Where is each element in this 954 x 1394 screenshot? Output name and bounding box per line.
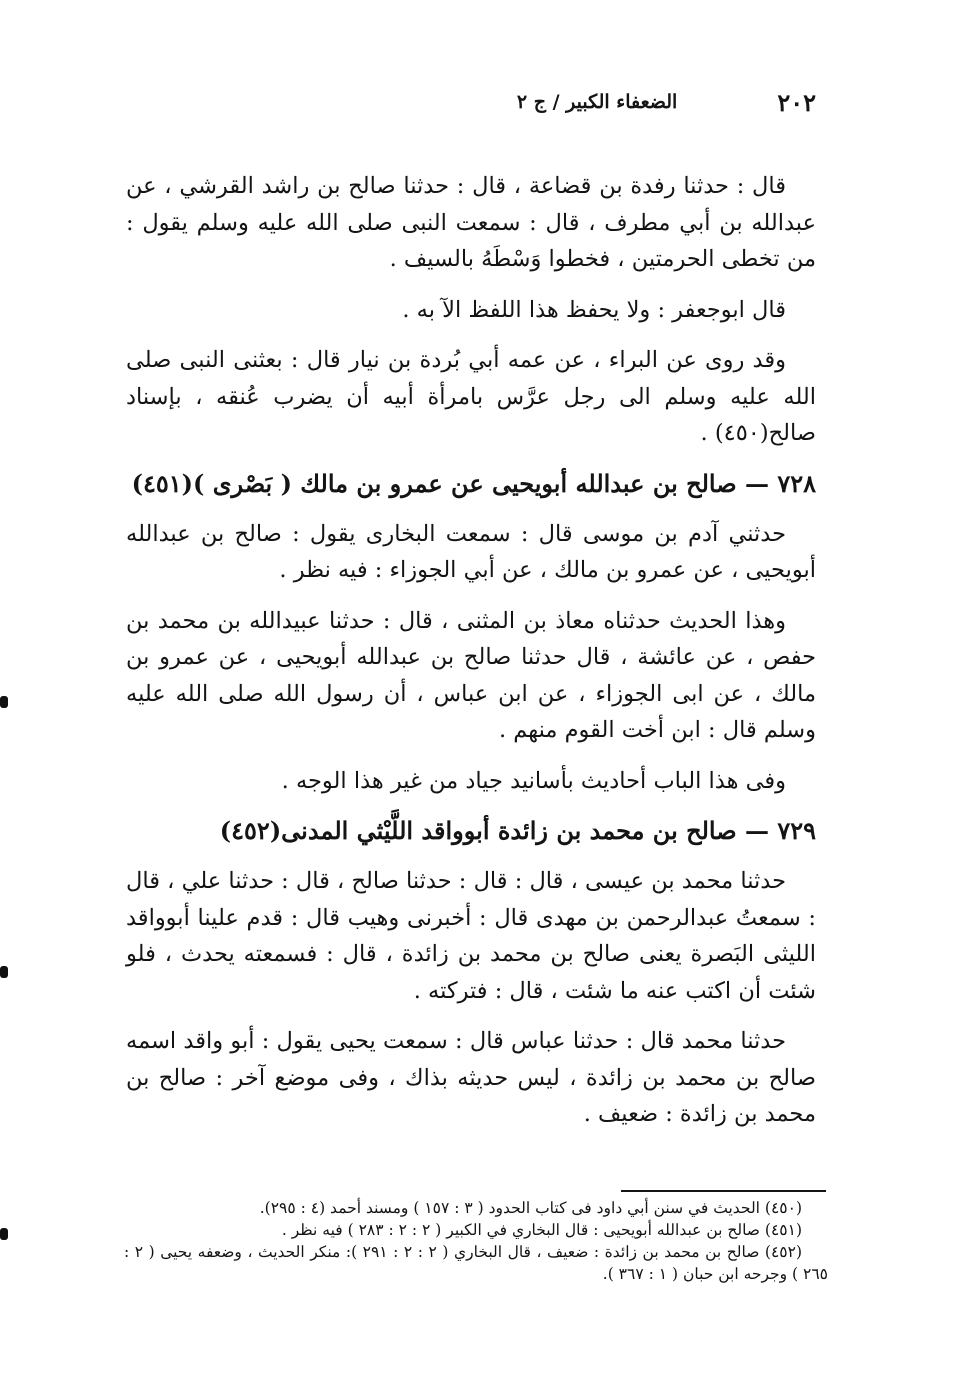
paragraph: حدثني آدم بن موسى قال : سمعت البخارى يقول : صالح بن عبدالله أبويحيى ، عن عمرو بن مالك ، عن أبي الجوزاء : فيه نظر .: [126, 520, 816, 583]
main-text: [126, 168, 816, 1147]
paragraph: قال : حدثنا رفدة بن قضاعة ، قال : حدثنا صالح بن راشد القرشي ، عن عبدالله بن أبي مطرف ، قال : سمعت النبى صلى الله عليه وسلم يقول : من تخطى الحرمتين ، فخطوا وَسْطَهُ بالسيف .: [126, 173, 816, 272]
paragraph: وقد روى عن البراء ، عن عمه أبي بُردة بن نيار قال : بعثنى النبى صلى الله عليه وسلم الى رجل عرَّس بامرأة أبيه أن يضرب عُنقه ، بإسناد صالح(٤٥٠) .: [126, 347, 816, 446]
running-title: الضعفاء الكبير / ج ٢: [516, 91, 678, 113]
footnote: (٤٥١) صالح بن عبدالله أبويحيى : قال البخاري في الكبير ( ٢ : ٢ : ٢٨٣ ) فيه نظر .: [281, 1221, 802, 1239]
footnotes: [124, 1197, 828, 1285]
footnote: (٤٥٠) الحديث في سنن أبي داود فى كتاب الحدود ( ٣ : ١٥٧ ) ومسند أحمد (٤ : ٢٩٥).: [259, 1199, 802, 1217]
page-header: [140, 82, 816, 122]
paragraph: قال ابوجعفر : ولا يحفظ هذا اللفظ الآ به .: [402, 296, 786, 323]
paragraph: وهذا الحديث حدثناه معاذ بن المثنى ، قال : حدثنا عبيدالله بن محمد بن حفص ، عن عائشة ، قال حدثنا صالح بن عبدالله أبويحيى ، عن عمرو بن مالك ، عن ابى الجوزاء ، عن ابن عباس ، أن رسول الله صلى الله عليه وسلم قال : ابن أخت القوم منهم .: [126, 607, 816, 743]
footnote-separator: [621, 1190, 826, 1192]
binding-mark: [0, 696, 8, 708]
entry-heading-729: ٧٢٩ — صالح بن محمد بن زائدة أبوواقد اللَّيْثي المدنى(٤٥٢): [219, 816, 816, 845]
binding-mark: [0, 1228, 8, 1240]
binding-mark: [0, 966, 8, 978]
entry-heading-728: ٧٢٨ — صالح بن عبدالله أبويحيى عن عمرو بن مالك ( بَصْرى )(٤٥١): [131, 468, 816, 498]
paragraph: حدثنا محمد بن عيسى ، قال : قال : حدثنا صالح ، قال : حدثنا علي ، قال : سمعتُ عبدالرحمن بن مهدى قال : أخبرنى وهيب قال : قدم علينا أبوواقد الليثى البَصرة يعنى صالح بن محمد بن زائدة ، قال : فسمعته يحدث ، فلو شئت أن اكتب عنه ما شئت ، قال : فتركته .: [126, 868, 816, 1004]
paragraph: وفى هذا الباب أحاديث بأسانيد جياد من غير هذا الوجه .: [281, 767, 786, 794]
paragraph: حدثنا محمد قال : حدثنا عباس قال : سمعت يحيى يقول : أبو واقد اسمه صالح بن محمد بن زائدة ، ليس حديثه بذاك ، وفى موضع آخر : صالح بن محمد بن زائدة : ضعيف .: [126, 1028, 816, 1127]
page-number: ٢٠٢: [777, 87, 816, 117]
footnote: (٤٥٢) صالح بن محمد بن زائدة : ضعيف ، قال البخاري ( ٢ : ٢ : ٢٩١ ): منكر الحديث ، وضعفه يحيى ( ٢ : ٢٦٥ ) وجرحه ابن حبان ( ١ : ٣٦٧ ).: [124, 1243, 828, 1283]
